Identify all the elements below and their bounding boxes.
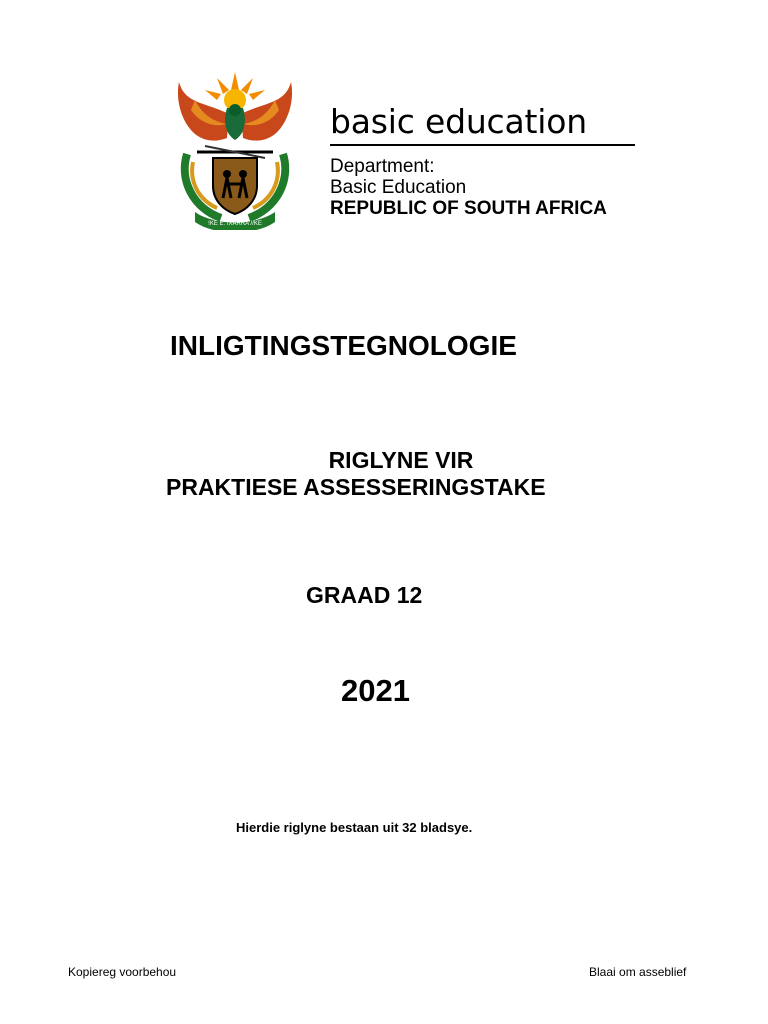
- copyright-notice: Kopiereg voorbehou: [68, 965, 177, 979]
- crest-motto: !KE E: /XARRA //KE: [208, 221, 262, 227]
- year-label: 2021: [341, 673, 410, 708]
- guideline-title-line1: RIGLYNE VIR: [328, 447, 474, 473]
- subject-title: INLIGTINGSTEGNOLOGIE: [170, 330, 517, 361]
- department-name: Basic Education: [330, 177, 467, 198]
- country-name: REPUBLIC OF SOUTH AFRICA: [330, 198, 607, 219]
- page-count-note: Hierdie riglyne bestaan uit 32 bladsye.: [236, 820, 473, 835]
- coat-of-arms-logo: [165, 62, 305, 230]
- brand-divider: [330, 144, 635, 146]
- grade-label: GRAAD 12: [306, 582, 423, 608]
- guideline-title-line2: PRAKTIESE ASSESSERINGSTAKE: [166, 474, 546, 500]
- department-branding: [330, 104, 640, 220]
- turn-page-note: Blaai om asseblief: [589, 965, 687, 979]
- brand-title: basic education: [330, 102, 587, 141]
- header: [165, 62, 650, 230]
- department-label: Department:: [330, 156, 435, 177]
